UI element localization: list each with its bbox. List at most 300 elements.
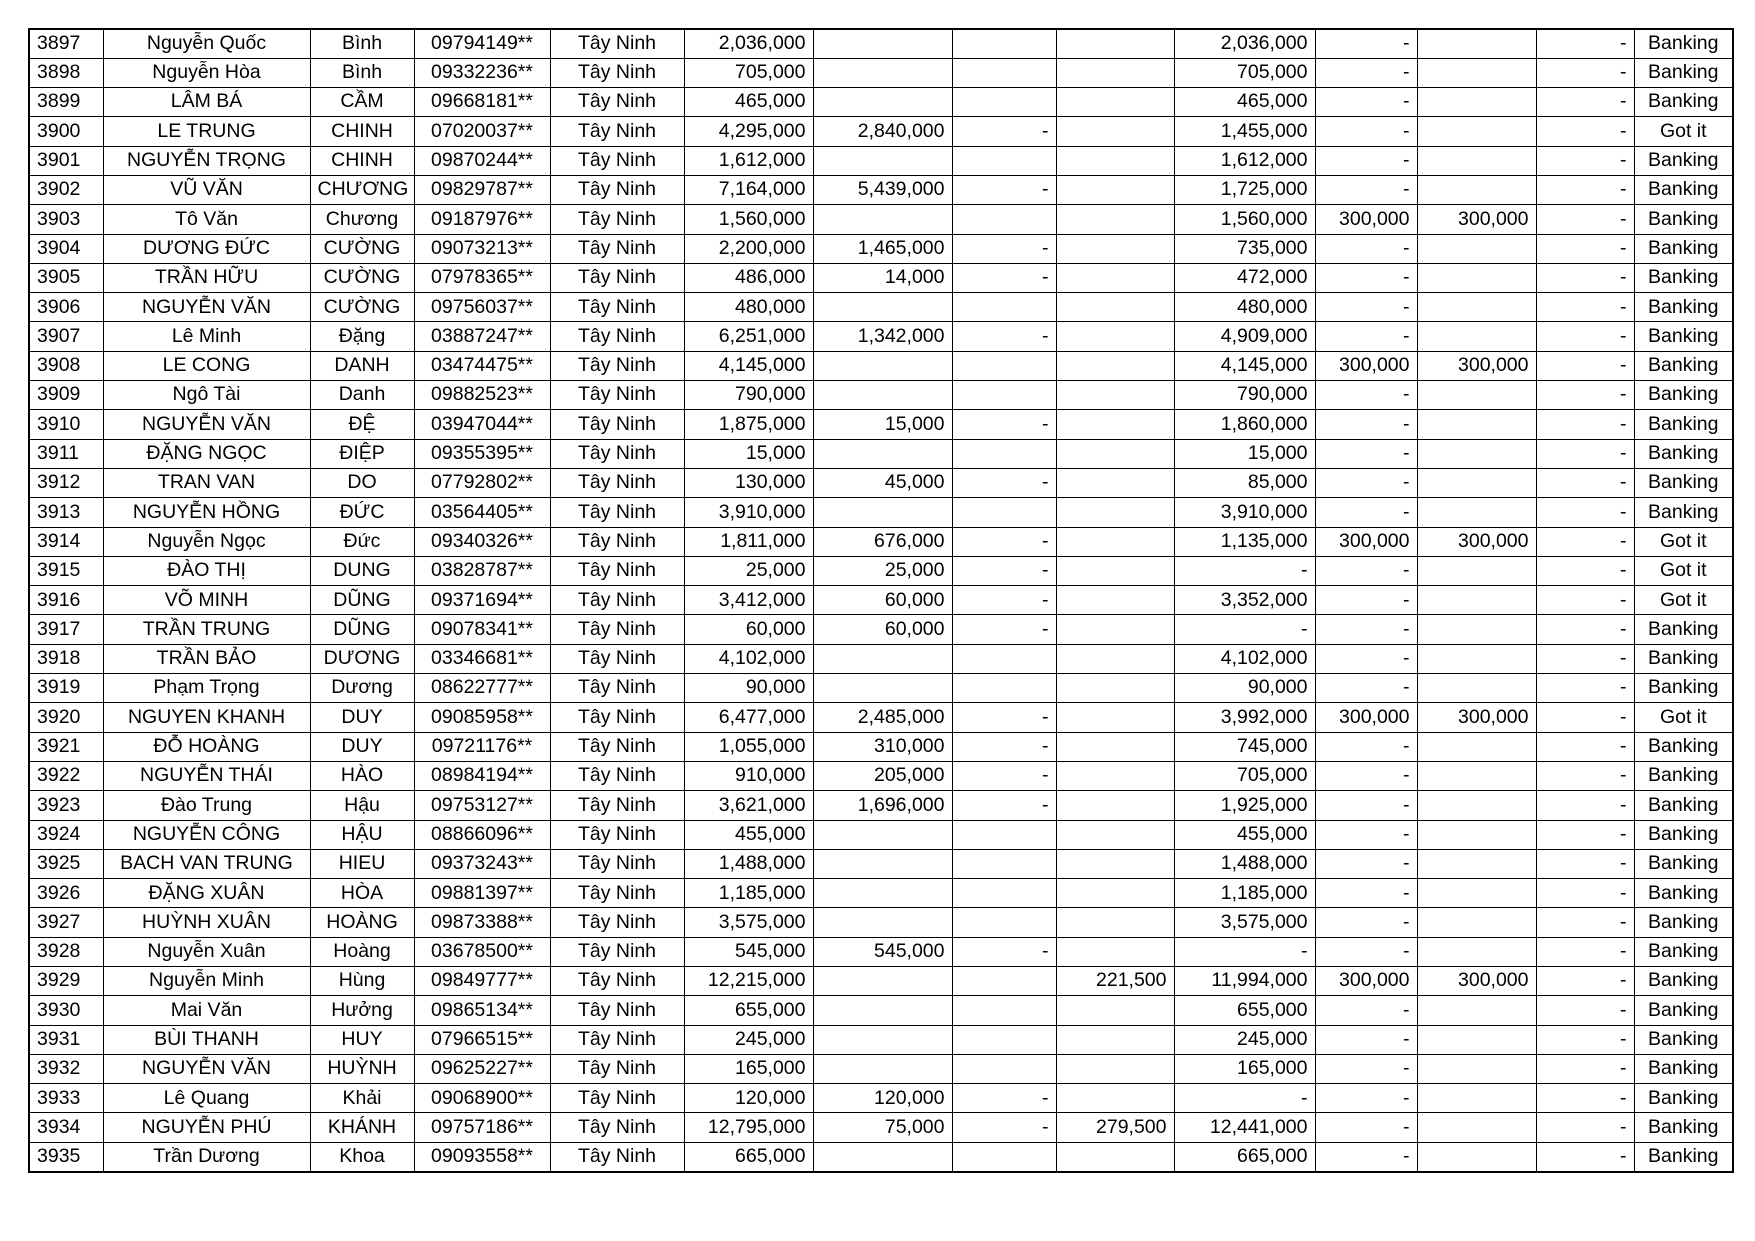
province-cell: Tây Ninh: [550, 175, 684, 204]
deduction-cell: [813, 1025, 952, 1054]
bonus-cell: -: [1315, 468, 1417, 497]
bonus-cell: -: [1315, 322, 1417, 351]
table-row: [29, 1142, 1733, 1171]
phone-cell: 09073213**: [414, 234, 550, 263]
given-name-cell: Danh: [310, 381, 414, 410]
deduction-mark-cell: [952, 498, 1056, 527]
bonus-paid-cell: [1417, 674, 1536, 703]
given-name-cell: ĐỆ: [310, 410, 414, 439]
net-amount-cell: 4,145,000: [1174, 351, 1315, 380]
total-amount-cell: 1,055,000: [684, 732, 813, 761]
table-row: [29, 1084, 1733, 1113]
row-number: 3929: [29, 967, 103, 996]
deduction-cell: 676,000: [813, 527, 952, 556]
bonus-cell: -: [1315, 644, 1417, 673]
deduction-mark-cell: -: [952, 791, 1056, 820]
net-amount-cell: 790,000: [1174, 381, 1315, 410]
net-amount-cell: 4,909,000: [1174, 322, 1315, 351]
bonus-paid-cell: [1417, 1113, 1536, 1142]
province-cell: Tây Ninh: [550, 117, 684, 146]
phone-cell: 03678500**: [414, 937, 550, 966]
payment-method-cell: Banking: [1634, 1142, 1733, 1171]
given-name-cell: Dương: [310, 674, 414, 703]
deduction-cell: [813, 1142, 952, 1171]
net-amount-cell: -: [1174, 1084, 1315, 1113]
given-name-cell: KHÁNH: [310, 1113, 414, 1142]
bonus-paid-cell: [1417, 586, 1536, 615]
surname-cell: LE TRUNG: [103, 117, 310, 146]
payment-method-cell: Banking: [1634, 205, 1733, 234]
given-name-cell: Hùng: [310, 967, 414, 996]
deduction-cell: 25,000: [813, 556, 952, 585]
deduction-cell: 75,000: [813, 1113, 952, 1142]
net-amount-cell: 735,000: [1174, 234, 1315, 263]
bonus-paid-cell: [1417, 146, 1536, 175]
deduction-cell: [813, 381, 952, 410]
deduction-cell: [813, 293, 952, 322]
bonus-cell: -: [1315, 58, 1417, 87]
row-number: 3924: [29, 820, 103, 849]
row-number: 3923: [29, 791, 103, 820]
given-name-cell: ĐIỆP: [310, 439, 414, 468]
deduction-cell: 310,000: [813, 732, 952, 761]
net-amount-cell: 1,725,000: [1174, 175, 1315, 204]
row-number: 3934: [29, 1113, 103, 1142]
surname-cell: NGUYỄN PHÚ: [103, 1113, 310, 1142]
fee-cell: [1056, 58, 1174, 87]
surname-cell: NGUYỄN VĂN: [103, 410, 310, 439]
fee-cell: [1056, 117, 1174, 146]
table-row: [29, 937, 1733, 966]
province-cell: Tây Ninh: [550, 1142, 684, 1171]
payment-method-cell: Got it: [1634, 527, 1733, 556]
given-name-cell: CƯỜNG: [310, 293, 414, 322]
deduction-mark-cell: -: [952, 586, 1056, 615]
bonus-cell: -: [1315, 263, 1417, 292]
row-number: 3916: [29, 586, 103, 615]
phone-cell: 09340326**: [414, 527, 550, 556]
total-amount-cell: 480,000: [684, 293, 813, 322]
phone-cell: 09873388**: [414, 908, 550, 937]
table-row: [29, 615, 1733, 644]
phone-cell: 09881397**: [414, 879, 550, 908]
fee-cell: [1056, 556, 1174, 585]
bonus-paid-cell: [1417, 263, 1536, 292]
payment-method-cell: Got it: [1634, 586, 1733, 615]
fee-cell: [1056, 908, 1174, 937]
table-row: [29, 703, 1733, 732]
payment-method-cell: Banking: [1634, 29, 1733, 58]
fee-cell: [1056, 791, 1174, 820]
phone-cell: 09332236**: [414, 58, 550, 87]
deduction-cell: [813, 439, 952, 468]
given-name-cell: DANH: [310, 351, 414, 380]
bonus-paid-cell: [1417, 1025, 1536, 1054]
bonus-paid-cell: [1417, 1054, 1536, 1083]
row-number: 3905: [29, 263, 103, 292]
row-number: 3920: [29, 703, 103, 732]
province-cell: Tây Ninh: [550, 908, 684, 937]
surname-cell: Ngô Tài: [103, 381, 310, 410]
province-cell: Tây Ninh: [550, 996, 684, 1025]
fee-cell: [1056, 527, 1174, 556]
row-number: 3910: [29, 410, 103, 439]
fee-cell: [1056, 644, 1174, 673]
deduction-cell: 2,840,000: [813, 117, 952, 146]
bonus-cell: 300,000: [1315, 205, 1417, 234]
table-row: [29, 1054, 1733, 1083]
table-row: [29, 849, 1733, 878]
fee-cell: [1056, 381, 1174, 410]
status-mark-cell: -: [1536, 527, 1634, 556]
table-row: [29, 761, 1733, 790]
deduction-cell: [813, 88, 952, 117]
phone-cell: 07020037**: [414, 117, 550, 146]
net-amount-cell: 165,000: [1174, 1054, 1315, 1083]
fee-cell: [1056, 996, 1174, 1025]
deduction-cell: 45,000: [813, 468, 952, 497]
province-cell: Tây Ninh: [550, 937, 684, 966]
status-mark-cell: -: [1536, 322, 1634, 351]
bonus-paid-cell: [1417, 410, 1536, 439]
phone-cell: 09371694**: [414, 586, 550, 615]
bonus-cell: -: [1315, 117, 1417, 146]
fee-cell: [1056, 732, 1174, 761]
deduction-mark-cell: -: [952, 1084, 1056, 1113]
deduction-mark-cell: -: [952, 410, 1056, 439]
given-name-cell: Bình: [310, 58, 414, 87]
bonus-cell: -: [1315, 293, 1417, 322]
payment-method-cell: Banking: [1634, 175, 1733, 204]
bonus-paid-cell: [1417, 879, 1536, 908]
status-mark-cell: -: [1536, 439, 1634, 468]
row-number: 3926: [29, 879, 103, 908]
net-amount-cell: 705,000: [1174, 761, 1315, 790]
surname-cell: Nguyễn Quốc: [103, 29, 310, 58]
row-number: 3914: [29, 527, 103, 556]
bonus-paid-cell: 300,000: [1417, 527, 1536, 556]
deduction-cell: 15,000: [813, 410, 952, 439]
given-name-cell: DUY: [310, 703, 414, 732]
bonus-cell: -: [1315, 791, 1417, 820]
row-number: 3906: [29, 293, 103, 322]
phone-cell: 07966515**: [414, 1025, 550, 1054]
phone-cell: 09668181**: [414, 88, 550, 117]
province-cell: Tây Ninh: [550, 146, 684, 175]
fee-cell: [1056, 234, 1174, 263]
total-amount-cell: 790,000: [684, 381, 813, 410]
deduction-mark-cell: [952, 1142, 1056, 1171]
table-row: [29, 1025, 1733, 1054]
total-amount-cell: 545,000: [684, 937, 813, 966]
total-amount-cell: 665,000: [684, 1142, 813, 1171]
bonus-cell: -: [1315, 1054, 1417, 1083]
payment-method-cell: Banking: [1634, 439, 1733, 468]
net-amount-cell: 1,860,000: [1174, 410, 1315, 439]
total-amount-cell: 165,000: [684, 1054, 813, 1083]
phone-cell: 09882523**: [414, 381, 550, 410]
phone-cell: 09865134**: [414, 996, 550, 1025]
status-mark-cell: -: [1536, 761, 1634, 790]
deduction-mark-cell: [952, 88, 1056, 117]
payment-method-cell: Banking: [1634, 293, 1733, 322]
net-amount-cell: -: [1174, 615, 1315, 644]
net-amount-cell: 11,994,000: [1174, 967, 1315, 996]
given-name-cell: Chương: [310, 205, 414, 234]
bonus-paid-cell: [1417, 615, 1536, 644]
phone-cell: 09721176**: [414, 732, 550, 761]
row-number: 3901: [29, 146, 103, 175]
bonus-cell: -: [1315, 29, 1417, 58]
surname-cell: ĐẶNG NGỌC: [103, 439, 310, 468]
fee-cell: 221,500: [1056, 967, 1174, 996]
net-amount-cell: 1,560,000: [1174, 205, 1315, 234]
bonus-cell: -: [1315, 1113, 1417, 1142]
net-amount-cell: 705,000: [1174, 58, 1315, 87]
table-row: [29, 644, 1733, 673]
bonus-cell: -: [1315, 615, 1417, 644]
net-amount-cell: -: [1174, 937, 1315, 966]
given-name-cell: HÒA: [310, 879, 414, 908]
bonus-paid-cell: [1417, 29, 1536, 58]
given-name-cell: DƯƠNG: [310, 644, 414, 673]
phone-cell: 03346681**: [414, 644, 550, 673]
payment-method-cell: Banking: [1634, 644, 1733, 673]
deduction-mark-cell: [952, 1025, 1056, 1054]
table-row: [29, 468, 1733, 497]
given-name-cell: DUNG: [310, 556, 414, 585]
province-cell: Tây Ninh: [550, 1084, 684, 1113]
bonus-paid-cell: [1417, 234, 1536, 263]
surname-cell: HUỲNH XUÂN: [103, 908, 310, 937]
fee-cell: [1056, 205, 1174, 234]
status-mark-cell: -: [1536, 234, 1634, 263]
given-name-cell: HUỲNH: [310, 1054, 414, 1083]
bonus-paid-cell: [1417, 439, 1536, 468]
fee-cell: [1056, 293, 1174, 322]
total-amount-cell: 3,575,000: [684, 908, 813, 937]
status-mark-cell: -: [1536, 674, 1634, 703]
province-cell: Tây Ninh: [550, 293, 684, 322]
table-row: [29, 820, 1733, 849]
net-amount-cell: 1,455,000: [1174, 117, 1315, 146]
phone-cell: 09849777**: [414, 967, 550, 996]
bonus-paid-cell: [1417, 849, 1536, 878]
total-amount-cell: 245,000: [684, 1025, 813, 1054]
table-row: [29, 527, 1733, 556]
table-row: [29, 996, 1733, 1025]
net-amount-cell: 472,000: [1174, 263, 1315, 292]
net-amount-cell: 4,102,000: [1174, 644, 1315, 673]
phone-cell: 09756037**: [414, 293, 550, 322]
fee-cell: [1056, 175, 1174, 204]
table-row: [29, 791, 1733, 820]
row-number: 3911: [29, 439, 103, 468]
deduction-cell: 1,696,000: [813, 791, 952, 820]
bonus-paid-cell: [1417, 58, 1536, 87]
total-amount-cell: 15,000: [684, 439, 813, 468]
total-amount-cell: 1,488,000: [684, 849, 813, 878]
row-number: 3899: [29, 88, 103, 117]
net-amount-cell: 3,910,000: [1174, 498, 1315, 527]
bonus-cell: -: [1315, 849, 1417, 878]
row-number: 3925: [29, 849, 103, 878]
table-row: [29, 117, 1733, 146]
phone-cell: 09355395**: [414, 439, 550, 468]
deduction-mark-cell: -: [952, 527, 1056, 556]
fee-cell: [1056, 410, 1174, 439]
fee-cell: [1056, 439, 1174, 468]
deduction-mark-cell: [952, 439, 1056, 468]
surname-cell: Nguyễn Minh: [103, 967, 310, 996]
table-row: [29, 556, 1733, 585]
bonus-paid-cell: [1417, 381, 1536, 410]
status-mark-cell: -: [1536, 146, 1634, 175]
status-mark-cell: -: [1536, 117, 1634, 146]
total-amount-cell: 130,000: [684, 468, 813, 497]
surname-cell: TRẦN TRUNG: [103, 615, 310, 644]
net-amount-cell: 2,036,000: [1174, 29, 1315, 58]
surname-cell: NGUYỄN VĂN: [103, 1054, 310, 1083]
table-row: [29, 410, 1733, 439]
province-cell: Tây Ninh: [550, 849, 684, 878]
payment-method-cell: Banking: [1634, 967, 1733, 996]
row-number: 3921: [29, 732, 103, 761]
given-name-cell: Hoàng: [310, 937, 414, 966]
table-row: [29, 293, 1733, 322]
province-cell: Tây Ninh: [550, 791, 684, 820]
deduction-mark-cell: -: [952, 263, 1056, 292]
payment-method-cell: Banking: [1634, 791, 1733, 820]
given-name-cell: CHƯƠNG: [310, 175, 414, 204]
deduction-mark-cell: [952, 820, 1056, 849]
fee-cell: [1056, 761, 1174, 790]
bonus-cell: -: [1315, 879, 1417, 908]
deduction-cell: [813, 879, 952, 908]
bonus-cell: -: [1315, 996, 1417, 1025]
status-mark-cell: -: [1536, 293, 1634, 322]
given-name-cell: Hậu: [310, 791, 414, 820]
row-number: 3898: [29, 58, 103, 87]
deduction-cell: 14,000: [813, 263, 952, 292]
fee-cell: [1056, 263, 1174, 292]
deduction-mark-cell: -: [952, 761, 1056, 790]
deduction-mark-cell: -: [952, 175, 1056, 204]
status-mark-cell: -: [1536, 1084, 1634, 1113]
surname-cell: DƯƠNG ĐỨC: [103, 234, 310, 263]
province-cell: Tây Ninh: [550, 234, 684, 263]
phone-cell: 09625227**: [414, 1054, 550, 1083]
province-cell: Tây Ninh: [550, 58, 684, 87]
given-name-cell: CƯỜNG: [310, 234, 414, 263]
fee-cell: [1056, 498, 1174, 527]
net-amount-cell: 465,000: [1174, 88, 1315, 117]
net-amount-cell: 12,441,000: [1174, 1113, 1315, 1142]
row-number: 3933: [29, 1084, 103, 1113]
total-amount-cell: 655,000: [684, 996, 813, 1025]
payment-method-cell: Banking: [1634, 88, 1733, 117]
total-amount-cell: 1,612,000: [684, 146, 813, 175]
row-number: 3913: [29, 498, 103, 527]
bonus-cell: -: [1315, 146, 1417, 175]
net-amount-cell: 655,000: [1174, 996, 1315, 1025]
bonus-paid-cell: [1417, 761, 1536, 790]
bonus-paid-cell: [1417, 937, 1536, 966]
given-name-cell: CẦM: [310, 88, 414, 117]
payment-method-cell: Banking: [1634, 410, 1733, 439]
bonus-cell: -: [1315, 381, 1417, 410]
payment-method-cell: Got it: [1634, 117, 1733, 146]
row-number: 3932: [29, 1054, 103, 1083]
status-mark-cell: -: [1536, 1025, 1634, 1054]
bonus-cell: -: [1315, 908, 1417, 937]
row-number: 3935: [29, 1142, 103, 1171]
given-name-cell: HẬU: [310, 820, 414, 849]
province-cell: Tây Ninh: [550, 732, 684, 761]
deduction-mark-cell: [952, 849, 1056, 878]
province-cell: Tây Ninh: [550, 439, 684, 468]
status-mark-cell: -: [1536, 351, 1634, 380]
status-mark-cell: -: [1536, 908, 1634, 937]
table-row: [29, 205, 1733, 234]
row-number: 3915: [29, 556, 103, 585]
deduction-cell: [813, 146, 952, 175]
payment-method-cell: Banking: [1634, 1025, 1733, 1054]
fee-cell: [1056, 88, 1174, 117]
payment-method-cell: Banking: [1634, 1054, 1733, 1083]
net-amount-cell: 1,185,000: [1174, 879, 1315, 908]
bonus-cell: -: [1315, 586, 1417, 615]
net-amount-cell: 1,135,000: [1174, 527, 1315, 556]
deduction-cell: [813, 58, 952, 87]
surname-cell: Tô Văn: [103, 205, 310, 234]
province-cell: Tây Ninh: [550, 351, 684, 380]
payment-method-cell: Banking: [1634, 849, 1733, 878]
bonus-paid-cell: [1417, 1084, 1536, 1113]
deduction-cell: [813, 205, 952, 234]
surname-cell: TRẦN HỮU: [103, 263, 310, 292]
net-amount-cell: 15,000: [1174, 439, 1315, 468]
total-amount-cell: 12,215,000: [684, 967, 813, 996]
province-cell: Tây Ninh: [550, 205, 684, 234]
phone-cell: 08622777**: [414, 674, 550, 703]
fee-cell: [1056, 146, 1174, 175]
deduction-mark-cell: -: [952, 468, 1056, 497]
given-name-cell: CHINH: [310, 117, 414, 146]
total-amount-cell: 4,102,000: [684, 644, 813, 673]
table-row: [29, 439, 1733, 468]
bonus-paid-cell: [1417, 117, 1536, 146]
province-cell: Tây Ninh: [550, 29, 684, 58]
bonus-cell: -: [1315, 937, 1417, 966]
bonus-paid-cell: [1417, 293, 1536, 322]
status-mark-cell: -: [1536, 263, 1634, 292]
status-mark-cell: -: [1536, 88, 1634, 117]
deduction-cell: 1,342,000: [813, 322, 952, 351]
deduction-mark-cell: -: [952, 615, 1056, 644]
total-amount-cell: 1,811,000: [684, 527, 813, 556]
table-row: [29, 322, 1733, 351]
row-number: 3904: [29, 234, 103, 263]
deduction-mark-cell: -: [952, 703, 1056, 732]
fee-cell: [1056, 674, 1174, 703]
bonus-paid-cell: [1417, 791, 1536, 820]
payment-method-cell: Banking: [1634, 234, 1733, 263]
bonus-cell: -: [1315, 556, 1417, 585]
fee-cell: [1056, 586, 1174, 615]
status-mark-cell: -: [1536, 1142, 1634, 1171]
total-amount-cell: 1,185,000: [684, 879, 813, 908]
